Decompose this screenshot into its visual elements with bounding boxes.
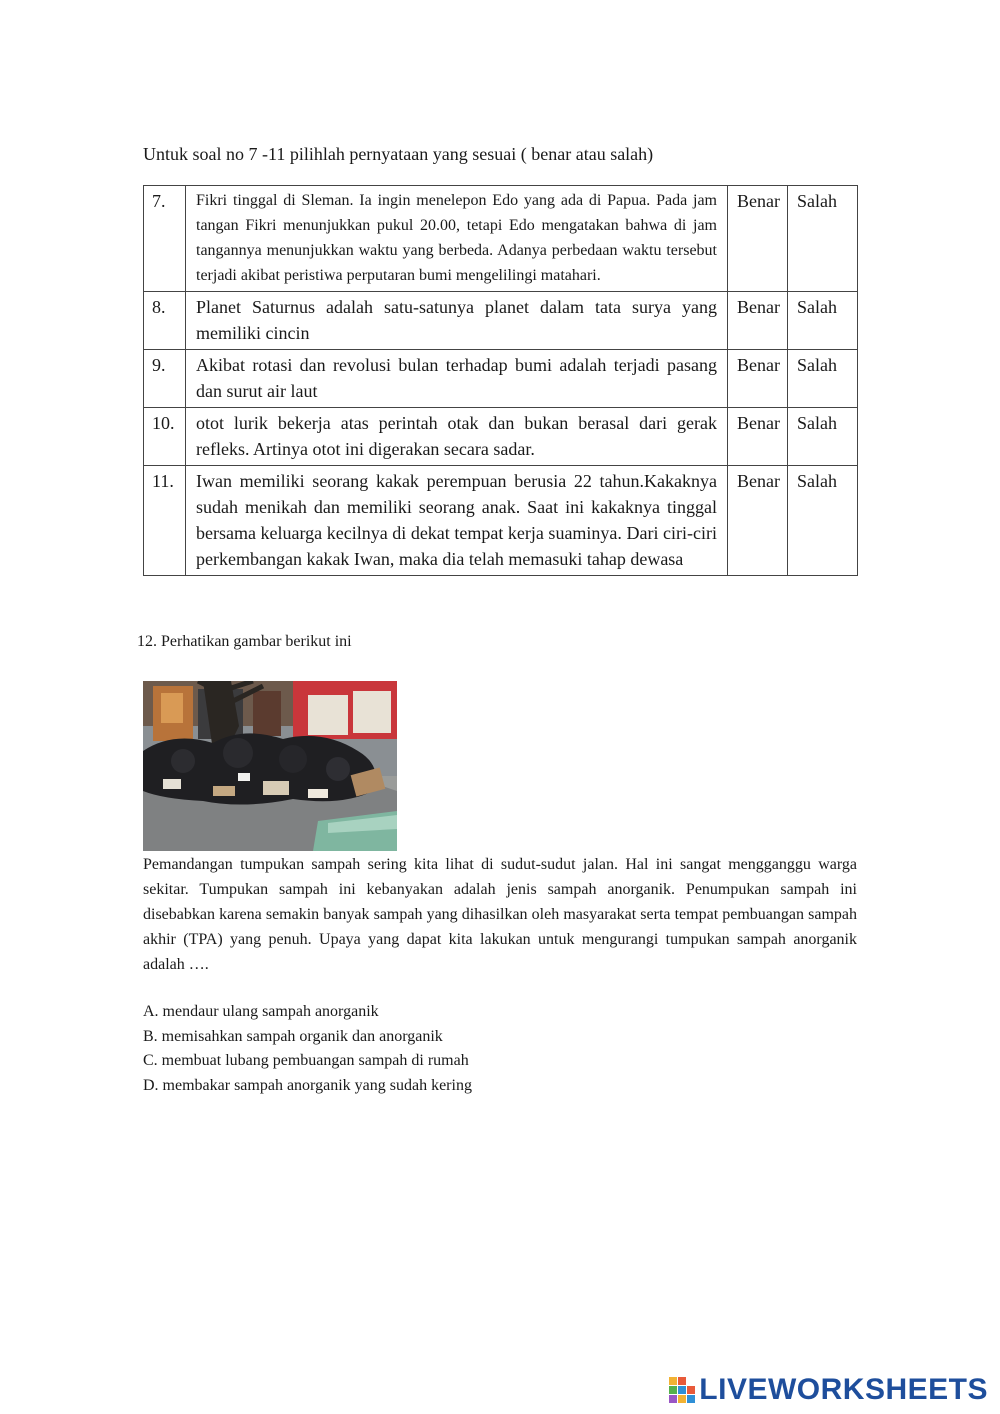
question-number: 9. [144,350,186,408]
answer-option-c[interactable]: C. membuat lubang pembuangan sampah di rumah [143,1052,469,1070]
question-statement: Fikri tinggal di Sleman. Ia ingin menelepon Edo yang ada di Papua. Pada jam tangan Fikri menunjukkan pukul 20.00, tetapi Edo mengatakan bahwa di jam tangannya menunjukkan waktu yang berbeda. Adanya perbedaan waktu tersebut terjadi akibat peristiwa perputaran bumi mengelilingi matahari. [186,186,728,292]
table-row [144,186,858,292]
table-row [144,292,858,350]
answer-false-option[interactable]: Salah [788,350,858,408]
liveworksheets-logo [669,1373,988,1407]
question-number: 11. [144,466,186,576]
question-statement: Planet Saturnus adalah satu-satunya planet dalam tata surya yang memiliki cincin [186,292,728,350]
answer-false-option[interactable]: Salah [788,466,858,576]
question-number: 7. [144,186,186,292]
liveworksheets-logo-icon [669,1377,695,1403]
question-statement: otot lurik bekerja atas perintah otak dan bukan berasal dari gerak refleks. Artinya otot ini digerakan secara sadar. [186,408,728,466]
question-number: 10. [144,408,186,466]
answer-true-option[interactable]: Benar [728,186,788,292]
answer-true-option[interactable]: Benar [728,466,788,576]
true-false-table [143,185,858,576]
answer-true-option[interactable]: Benar [728,350,788,408]
question-12-passage: Pemandangan tumpukan sampah sering kita lihat di sudut-sudut jalan. Hal ini sangat mengganggu warga sekitar. Tumpukan sampah ini kebanyakan adalah jenis sampah anorganik. Penumpukan sampah ini disebabkan karena semakin banyak sampah yang dihasilkan oleh masyarakat serta tempat pembuangan sampah akhir (TPA) yang penuh. Upaya yang dapat kita lakukan untuk mengurangi tumpukan sampah anorganik adalah …. [143,856,857,973]
table-row [144,466,858,576]
question-12-title: 12. Perhatikan gambar berikut ini [137,633,352,650]
table-row [144,408,858,466]
answer-false-option[interactable]: Salah [788,292,858,350]
answer-option-d[interactable]: D. membakar sampah anorganik yang sudah kering [143,1077,472,1095]
answer-false-option[interactable]: Salah [788,408,858,466]
garbage-pile-photo [143,681,397,851]
question-number: 8. [144,292,186,350]
instruction-text: Untuk soal no 7 -11 pilihlah pernyataan yang sesuai ( benar atau salah) [143,144,654,164]
question-statement: Akibat rotasi dan revolusi bulan terhadap bumi adalah terjadi pasang dan surut air laut [186,350,728,408]
question-statement: Iwan memiliki seorang kakak perempuan berusia 22 tahun.Kakaknya sudah menikah dan memiliki seorang anak. Saat ini kakaknya tinggal bersama keluarga kecilnya di dekat tempat kerja suaminya. Dari ciri-ciri perkembangan kakak Iwan, maka dia telah memasuki tahap dewasa [186,466,728,576]
answer-options-list [143,1000,472,1099]
answer-true-option[interactable]: Benar [728,292,788,350]
liveworksheets-logo-text: LIVEWORKSHEETS [699,1373,988,1406]
answer-option-b[interactable]: B. memisahkan sampah organik dan anorganik [143,1027,443,1045]
table-row [144,350,858,408]
answer-false-option[interactable]: Salah [788,186,858,292]
answer-true-option[interactable]: Benar [728,408,788,466]
answer-option-a[interactable]: A. mendaur ulang sampah anorganik [143,1003,379,1020]
